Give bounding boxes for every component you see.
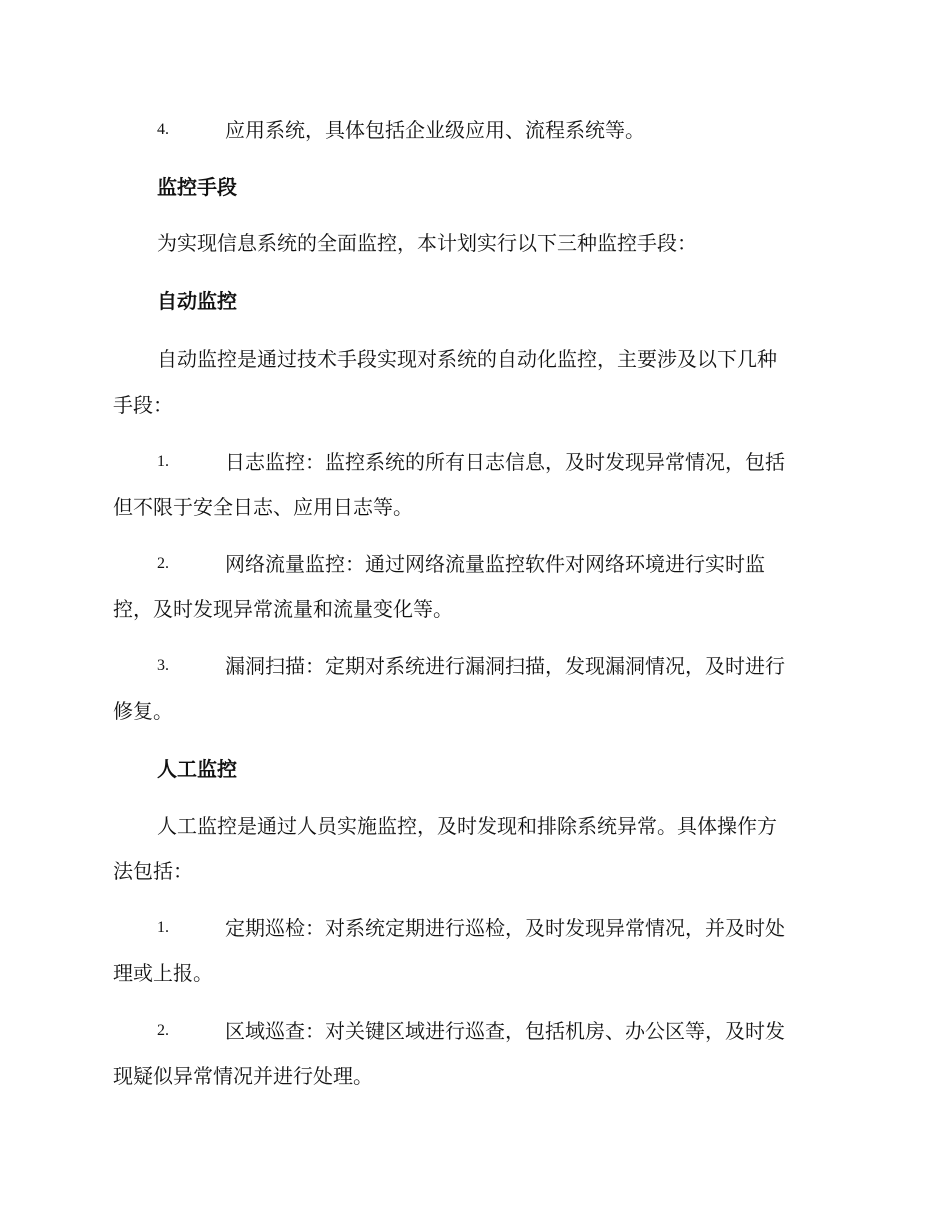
list-item-text: 现疑似异常情况并进行处理。 <box>113 1064 373 1088</box>
list-item-text: 网络流量监控：通过网络流量监控软件对网络环境进行实时监 <box>225 552 765 576</box>
list-item-text: 日志监控：监控系统的所有日志信息，及时发现异常情况，包括 <box>225 450 785 474</box>
list-number: 2. <box>157 1022 169 1039</box>
paragraph: 法包括： <box>113 859 193 883</box>
list-item-text: 应用系统，具体包括企业级应用、流程系统等。 <box>225 118 645 142</box>
paragraph: 自动监控是通过技术手段实现对系统的自动化监控，主要涉及以下几种 <box>157 347 777 371</box>
list-item-text: 区域巡查：对关键区域进行巡查，包括机房、办公区等，及时发 <box>225 1019 785 1043</box>
paragraph: 手段： <box>113 393 173 417</box>
list-item-text: 修复。 <box>113 699 173 723</box>
section-heading: 自动监控 <box>157 289 237 313</box>
list-item-text: 漏洞扫描：定期对系统进行漏洞扫描，发现漏洞情况，及时进行 <box>225 654 785 678</box>
paragraph: 为实现信息系统的全面监控，本计划实行以下三种监控手段： <box>157 231 697 255</box>
section-heading: 人工监控 <box>157 757 237 781</box>
list-number: 1. <box>157 919 169 936</box>
list-item-text: 控，及时发现异常流量和流量变化等。 <box>113 597 453 621</box>
list-item-text: 理或上报。 <box>113 961 213 985</box>
list-number: 1. <box>157 453 169 470</box>
list-number: 4. <box>157 121 169 138</box>
list-item-text: 定期巡检：对系统定期进行巡检，及时发现异常情况，并及时处 <box>225 916 785 940</box>
list-number: 3. <box>157 657 169 674</box>
list-item-text: 但不限于安全日志、应用日志等。 <box>113 495 413 519</box>
paragraph: 人工监控是通过人员实施监控，及时发现和排除系统异常。具体操作方 <box>157 814 777 838</box>
section-heading: 监控手段 <box>157 175 237 199</box>
list-number: 2. <box>157 555 169 572</box>
